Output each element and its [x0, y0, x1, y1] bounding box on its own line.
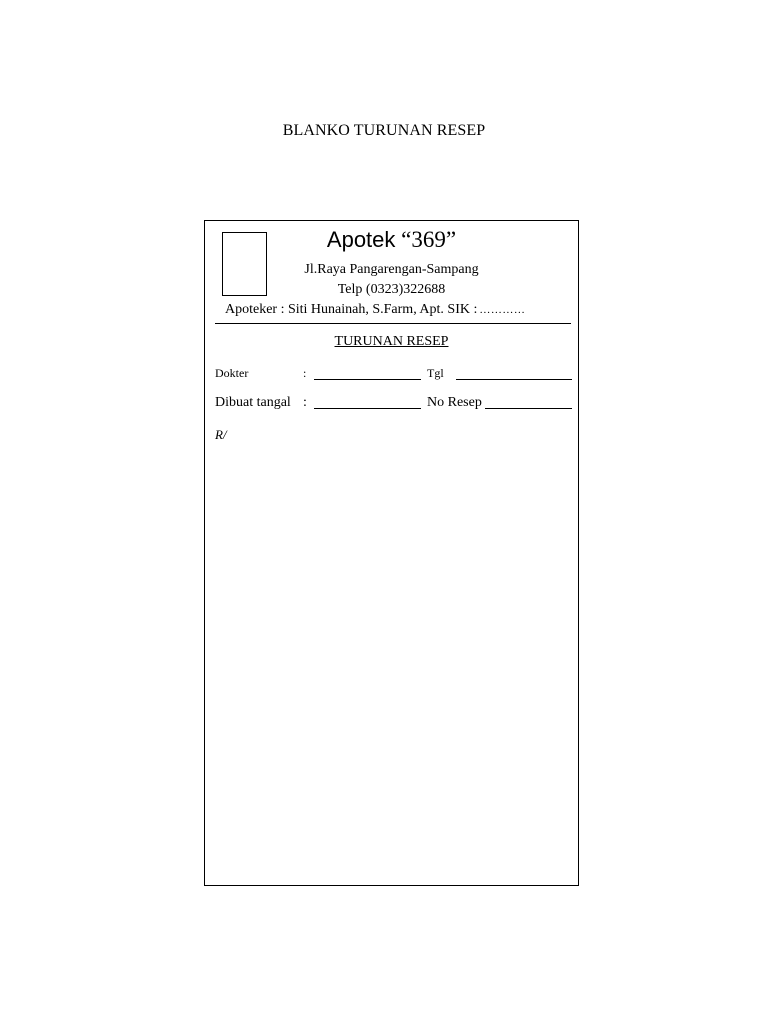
rx-symbol: R/ — [215, 427, 227, 442]
pharmacy-name-prefix: Apotek — [326, 227, 396, 252]
date-blank-line — [456, 379, 572, 380]
made-date-label: Dibuat tangal — [215, 395, 291, 410]
form-title: TURUNAN RESEP — [334, 334, 449, 349]
prescription-no-blank-line — [485, 408, 572, 409]
sik-number-dots: ………… — [479, 304, 526, 316]
made-date-blank-line — [314, 408, 421, 409]
doctor-blank-line — [314, 379, 421, 380]
header-divider — [215, 323, 571, 324]
prescription-no-label: No Resep — [427, 395, 482, 410]
pharmacist-info — [225, 302, 525, 318]
doctor-label: Dokter — [215, 366, 249, 380]
made-date-colon: : — [303, 395, 307, 410]
pharmacist-text: Apoteker : Siti Hunainah, S.Farm, Apt. SIK : — [225, 302, 478, 317]
date-label: Tgl — [427, 366, 444, 380]
pharmacy-address: Jl.Raya Pangarengan-Sampang — [304, 262, 479, 277]
doctor-colon: : — [303, 366, 307, 380]
page-title: BLANKO TURUNAN RESEP — [282, 122, 486, 139]
pharmacy-name — [205, 227, 578, 253]
pharmacy-phone: Telp (0323)322688 — [337, 282, 446, 297]
pharmacy-name-number: “369” — [401, 227, 457, 252]
prescription-copy-form — [204, 220, 579, 886]
